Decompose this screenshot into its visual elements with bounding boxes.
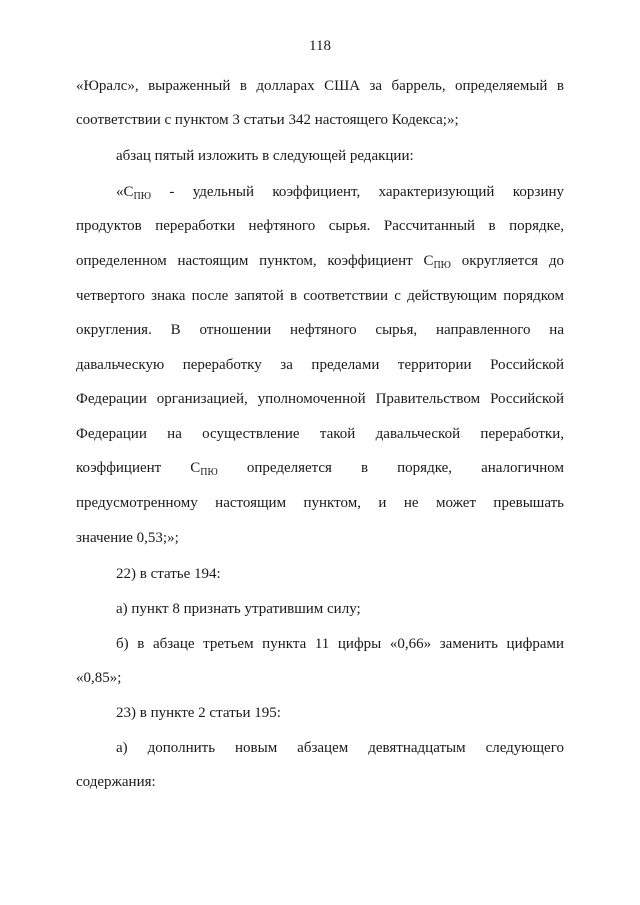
text-line-19: 23) в пункте 2 статьи 195: <box>116 705 281 721</box>
text-line-12 <box>76 459 564 477</box>
text-span: коэффициент C <box>76 460 201 476</box>
subscript: ПЮ <box>133 191 152 202</box>
text-line-16: а) пункт 8 признать утратившим силу; <box>116 601 361 617</box>
text-line-5: продуктов переработки нефтяного сырья. Рассчитанный в порядке, <box>76 218 564 234</box>
text-line-15: 22) в статье 194: <box>116 566 221 582</box>
text-line-1: «Юралс», выраженный в долларах США за баррель, определяемый в <box>76 78 564 94</box>
text-line-18: «0,85»; <box>76 670 122 686</box>
text-line-7: четвертого знака после запятой в соответствии с действующим порядком <box>76 288 564 304</box>
text-span: определенном настоящим пунктом, коэффициент C <box>76 253 434 269</box>
page-number: 118 <box>309 38 331 54</box>
text-line-6 <box>76 252 564 270</box>
text-line-13: предусмотренному настоящим пунктом, и не может превышать <box>76 495 564 511</box>
text-line-17: б) в абзаце третьем пункта 11 цифры «0,66» заменить цифрами <box>116 636 564 652</box>
text-line-20: а) дополнить новым абзацем девятнадцатым следующего <box>116 740 564 756</box>
text-line-11: Федерации на осуществление такой давальческой переработки, <box>76 426 564 442</box>
subscript: ПЮ <box>200 467 218 478</box>
text-line-4 <box>116 183 564 201</box>
text-line-8: округления. В отношении нефтяного сырья, направленного на <box>76 322 564 338</box>
text-line-10: Федерации организацией, уполномоченной Правительством Российской <box>76 391 564 407</box>
text-span: округляется до <box>450 253 564 269</box>
text-line-14: значение 0,53;»; <box>76 530 179 546</box>
text-line-9: давальческую переработку за пределами территории Российской <box>76 357 564 373</box>
text-span: «C <box>116 184 134 200</box>
text-line-21: содержания: <box>76 774 156 790</box>
text-span: - удельный коэффициент, характеризующий корзину <box>151 184 564 200</box>
text-span: определяется в порядке, аналогичном <box>217 460 564 476</box>
text-line-2: соответствии с пунктом 3 статьи 342 настоящего Кодекса;»; <box>76 112 459 128</box>
text-line-3: абзац пятый изложить в следующей редакции: <box>116 148 414 164</box>
subscript: ПЮ <box>433 260 451 271</box>
